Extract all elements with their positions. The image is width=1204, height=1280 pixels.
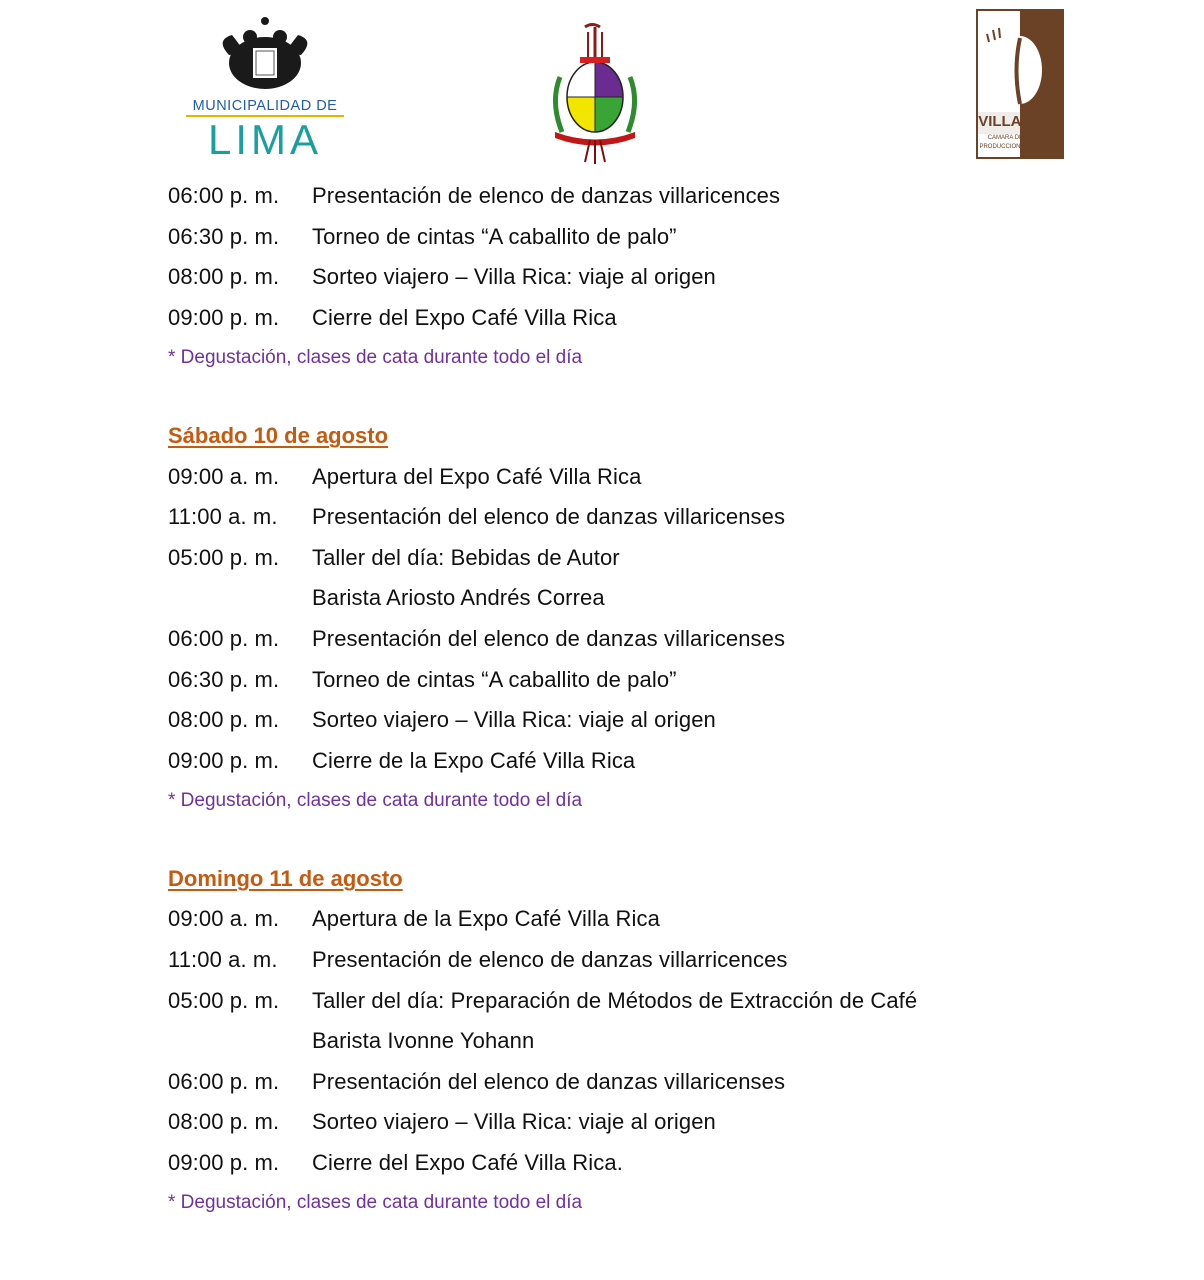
schedule-row: [168, 456, 1168, 497]
schedule-time: 06:00 p. m.: [168, 1068, 280, 1094]
schedule-description: Torneo de cintas “A caballito de palo”: [312, 223, 677, 249]
schedule-description: Sorteo viajero – Villa Rica: viaje al origen: [312, 707, 716, 733]
schedule-row: [168, 1102, 1168, 1143]
schedule-time: 09:00 a. m.: [168, 906, 280, 932]
schedule-section-sunday: [168, 859, 1168, 1223]
schedule-description: Presentación del elenco de danzas villaricenses: [312, 1068, 786, 1094]
tasting-note: * Degustación, clases de cata durante todo el día: [168, 1192, 583, 1214]
schedule-time: 06:30 p. m.: [168, 223, 280, 249]
header-logos: [0, 0, 1204, 170]
villarica-subtitle2: PRODUCCION Y COMERCIO: [979, 144, 1061, 150]
schedule-row: [168, 619, 1168, 660]
schedule-row: [168, 538, 1168, 579]
shield-emblem-icon: [540, 22, 650, 167]
schedule-row: [168, 741, 1168, 782]
schedule-time: 08:00 p. m.: [168, 264, 280, 290]
schedule-row: [168, 700, 1168, 741]
schedule-description: Taller del día: Bebidas de Autor: [312, 544, 620, 570]
schedule-description: Taller del día: Preparación de Métodos de Extracción de Café: [312, 987, 918, 1013]
schedule-time: 11:00 a. m.: [168, 504, 278, 530]
schedule-time: 05:00 p. m.: [168, 544, 280, 570]
schedule-description: Barista Ariosto Andrés Correa: [312, 585, 605, 611]
tasting-note: * Degustación, clases de cata durante todo el día: [168, 347, 583, 369]
schedule-time: 06:00 p. m.: [168, 626, 280, 652]
schedule-section-saturday: [168, 416, 1168, 821]
schedule-description: Presentación del elenco de danzas villaricenses: [312, 504, 786, 530]
day-heading: Domingo 11 de agosto: [168, 866, 403, 892]
schedule-row: [168, 1143, 1168, 1184]
schedule-description: Apertura de la Expo Café Villa Rica: [312, 906, 660, 932]
schedule-row: [168, 1021, 1168, 1062]
schedule-time: 06:30 p. m.: [168, 666, 280, 692]
schedule-section-intro: [168, 176, 1168, 378]
eagle-crest-icon: [223, 17, 308, 89]
schedule-description: Torneo de cintas “A caballito de palo”: [312, 666, 677, 692]
schedule-description: Sorteo viajero – Villa Rica: viaje al origen: [312, 1109, 716, 1135]
day-heading: Sábado 10 de agosto: [168, 423, 389, 449]
schedule-row: [168, 578, 1168, 619]
schedule-row: [168, 940, 1168, 981]
schedule-time: 09:00 p. m.: [168, 747, 280, 773]
schedule-time: 09:00 p. m.: [168, 1149, 280, 1175]
schedule-description: Apertura del Expo Café Villa Rica: [312, 463, 642, 489]
schedule-time: 08:00 p. m.: [168, 1109, 280, 1135]
schedule: [168, 176, 1168, 1223]
schedule-time: 05:00 p. m.: [168, 987, 280, 1013]
villarica-title: VILLA RICA: [978, 113, 1062, 130]
lima-logo-line1: MUNICIPALIDAD DE: [192, 98, 338, 114]
schedule-description: Barista Ivonne Yohann: [312, 1028, 535, 1054]
schedule-row: [168, 217, 1168, 258]
schedule-row: [168, 176, 1168, 217]
schedule-row: [168, 1062, 1168, 1103]
svg-text:IK: IK: [261, 32, 269, 39]
schedule-time: 09:00 p. m.: [168, 305, 280, 331]
schedule-row: [168, 899, 1168, 940]
schedule-description: Cierre de la Expo Café Villa Rica: [312, 747, 636, 773]
schedule-time: 11:00 a. m.: [168, 947, 278, 973]
tasting-note: * Degustación, clases de cata durante todo el día: [168, 790, 583, 812]
schedule-row: [168, 659, 1168, 700]
schedule-description: Sorteo viajero – Villa Rica: viaje al origen: [312, 264, 716, 290]
schedule-row: [168, 298, 1168, 339]
lima-logo: [140, 15, 390, 165]
schedule-row: [168, 497, 1168, 538]
lima-logo-line2: LIMA: [207, 116, 323, 163]
schedule-description: Cierre del Expo Café Villa Rica: [312, 305, 617, 331]
villarica-logo: [975, 8, 1065, 160]
schedule-time: 09:00 a. m.: [168, 463, 280, 489]
schedule-time: 08:00 p. m.: [168, 707, 280, 733]
schedule-time: 06:00 p. m.: [168, 183, 280, 209]
schedule-description: Presentación del elenco de danzas villaricenses: [312, 626, 786, 652]
schedule-description: Cierre del Expo Café Villa Rica.: [312, 1149, 623, 1175]
schedule-description: Presentación de elenco de danzas villarricences: [312, 947, 788, 973]
schedule-row: [168, 257, 1168, 298]
schedule-row: [168, 980, 1168, 1021]
villarica-subtitle1: CAMARA DE TURISMO: [987, 135, 1053, 141]
schedule-description: Presentación de elenco de danzas villaricences: [312, 183, 781, 209]
